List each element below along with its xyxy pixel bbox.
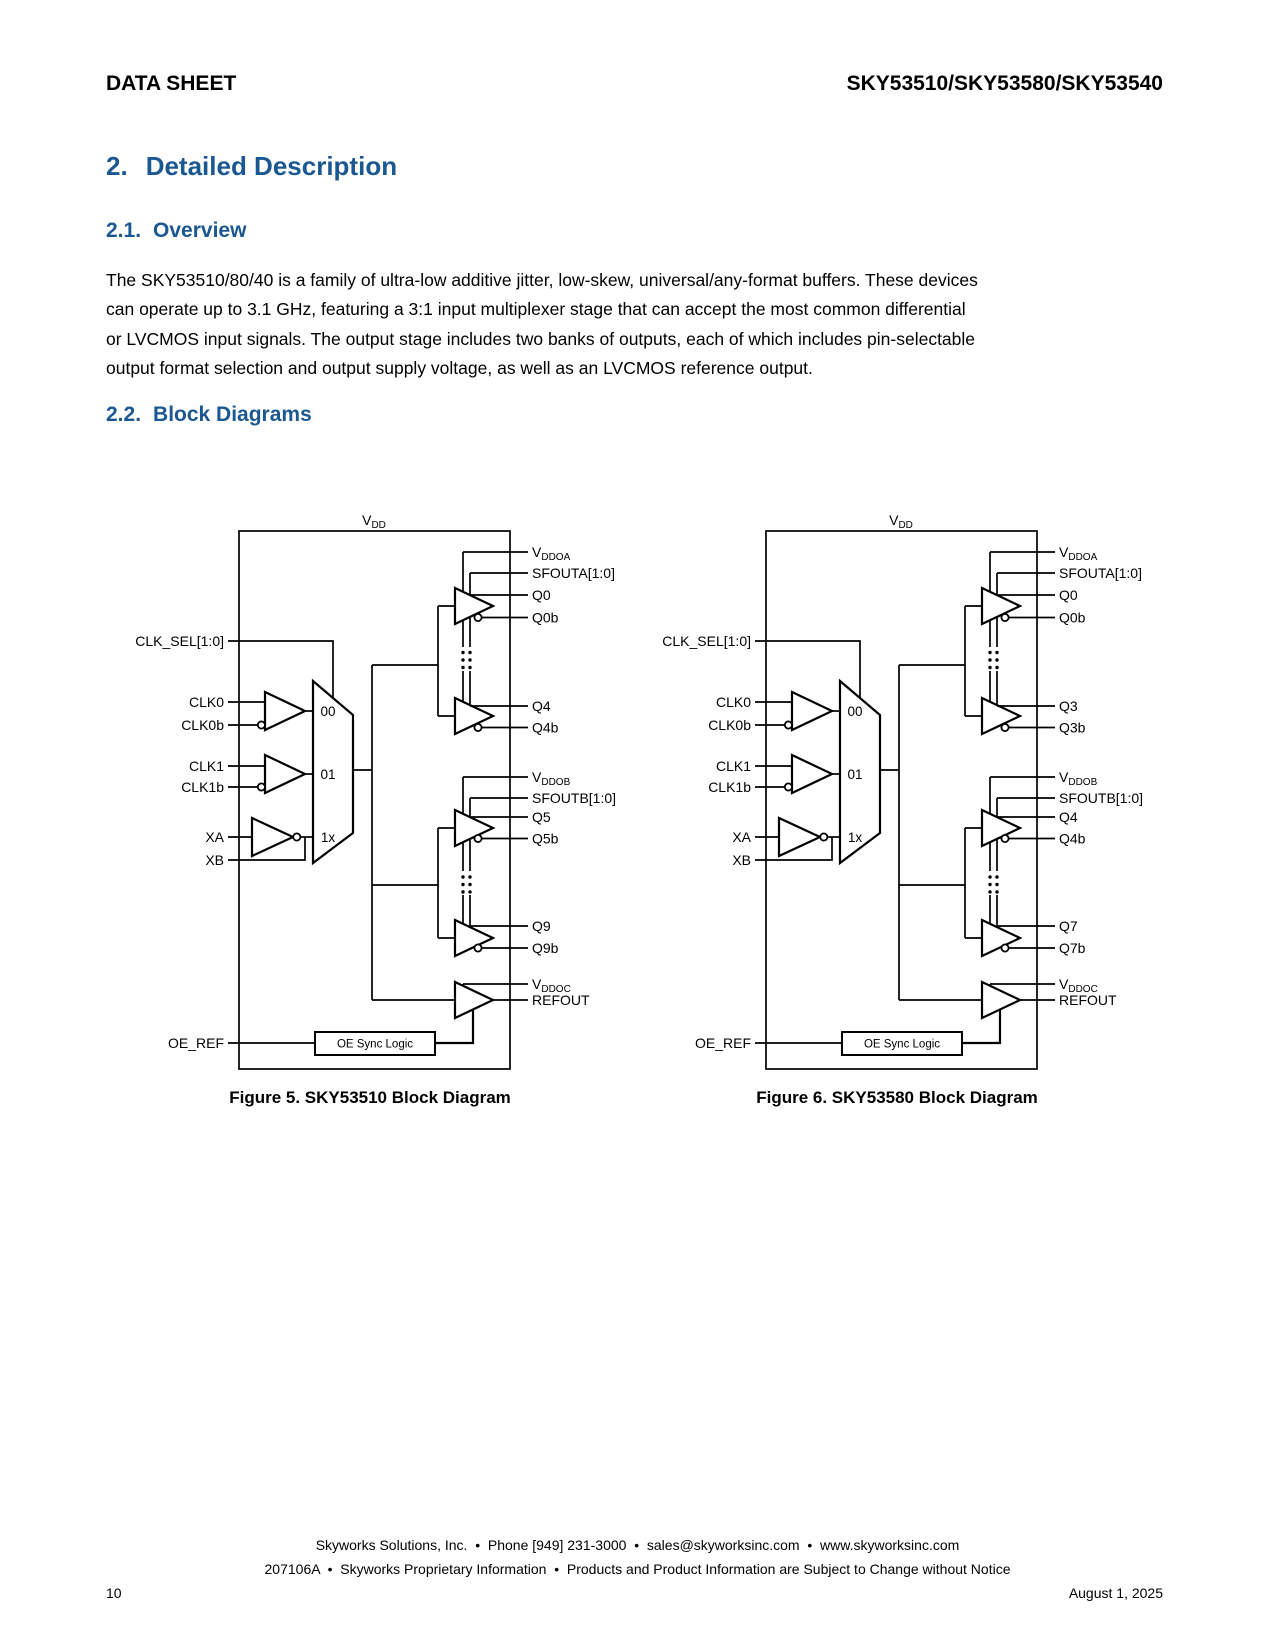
output-bank-a bbox=[982, 544, 1142, 736]
clk1-input-buffer bbox=[265, 755, 305, 793]
footer-contact-line: Skyworks Solutions, Inc. • Phone [949] 231-3000 • sales@skyworksinc.com • www.skyworksinc.com bbox=[315, 1537, 960, 1553]
subsection-title: Overview bbox=[153, 219, 247, 242]
q-b-top-label: Q4 bbox=[1059, 809, 1078, 825]
refout-label: REFOUT bbox=[532, 992, 590, 1008]
mux-sel-00: 00 bbox=[320, 704, 336, 719]
xb-label: XB bbox=[205, 852, 224, 868]
q-a-top-b-bubble bbox=[474, 614, 481, 621]
clk0b-label: CLK0b bbox=[181, 717, 224, 733]
vdd-label: $V_{DD}$ bbox=[889, 512, 913, 531]
subsection-number: 2.2. bbox=[106, 403, 142, 426]
input-section bbox=[135, 633, 336, 868]
mux-sel-00: 00 bbox=[847, 704, 863, 719]
footer-legal-line: 207106A • Skyworks Proprietary Information • Products and Product Information are Subject to Change without Notice bbox=[264, 1561, 1011, 1577]
clk0-input-buffer bbox=[792, 692, 832, 730]
sfouta-label: SFOUTA[1:0] bbox=[1059, 565, 1142, 581]
clk1-label: CLK1 bbox=[188, 758, 224, 774]
mux-sel-01: 01 bbox=[320, 767, 336, 782]
figure-6-caption: Figure 6. SKY53580 Block Diagram bbox=[756, 1088, 1038, 1107]
clk1b-label: CLK1b bbox=[181, 779, 224, 795]
clk1-input-buffer bbox=[792, 755, 832, 793]
clk0-input-buffer bbox=[265, 692, 305, 730]
q-a-bot-b-bubble bbox=[474, 724, 481, 731]
bank-b-stubs bbox=[965, 828, 982, 938]
vddoa-label: $V_{DDOA}$ bbox=[1059, 544, 1098, 563]
section-number: 2. bbox=[106, 151, 128, 181]
bank-b-top-driver bbox=[455, 810, 493, 846]
clk1b-label: CLK1b bbox=[708, 779, 751, 795]
sfoutb-label: SFOUTB[1:0] bbox=[532, 790, 617, 806]
clk0b-invert-bubble bbox=[258, 721, 265, 728]
bank-b-stubs bbox=[438, 828, 455, 938]
refout-section bbox=[168, 976, 590, 1055]
q-b-bot-b-bubble bbox=[474, 944, 481, 951]
mux-sel-01: 01 bbox=[847, 767, 863, 782]
bank-a-rails bbox=[990, 552, 997, 705]
clk0-label: CLK0 bbox=[715, 694, 751, 710]
output-bank-b bbox=[982, 769, 1143, 956]
bank-b-rails bbox=[463, 777, 470, 925]
xa-label: XA bbox=[732, 829, 751, 845]
q-a-bot-b-bubble bbox=[1001, 724, 1008, 731]
clk0-label: CLK0 bbox=[188, 694, 224, 710]
clk0b-label: CLK0b bbox=[708, 717, 751, 733]
q-b-top-b-bubble bbox=[474, 835, 481, 842]
clock-trunk bbox=[880, 606, 982, 1000]
clk1-label: CLK1 bbox=[715, 758, 751, 774]
oe-ref-label: OE_REF bbox=[694, 1035, 751, 1051]
oe-sync-logic-label: OE Sync Logic bbox=[336, 1038, 414, 1051]
mux-sel-1x: 1x bbox=[847, 830, 863, 845]
xtal-invert-bubble bbox=[293, 833, 300, 840]
section-title: Detailed Description bbox=[145, 151, 398, 181]
page-date: August 1, 2025 bbox=[1068, 1585, 1163, 1601]
sfoutb-label: SFOUTB[1:0] bbox=[1059, 790, 1144, 806]
clk-sel-label: CLK_SEL[1:0] bbox=[135, 633, 224, 649]
q-b-bot-b-label: Q7b bbox=[1059, 940, 1086, 956]
header-doc-type: DATA SHEET bbox=[106, 72, 237, 95]
q-a-bot-label: Q3 bbox=[1059, 698, 1078, 714]
vddoc-label: $V_{DDOC}$ bbox=[532, 976, 571, 995]
vdd-label: $V_{DD}$ bbox=[362, 512, 386, 531]
oe-ref-label: OE_REF bbox=[167, 1035, 224, 1051]
q-b-bot-label: Q7 bbox=[1059, 918, 1078, 934]
xtal-inverter bbox=[779, 818, 820, 856]
xtal-invert-bubble bbox=[820, 833, 827, 840]
q-b-top-b-bubble bbox=[1001, 835, 1008, 842]
refout-label: REFOUT bbox=[1059, 992, 1117, 1008]
clk1b-invert-bubble bbox=[258, 783, 265, 790]
input-section bbox=[662, 633, 863, 868]
page-header bbox=[106, 72, 1163, 96]
clk1b-invert-bubble bbox=[785, 783, 792, 790]
block-diagram-figure-5 bbox=[110, 500, 630, 1080]
oe-sync-logic-label: OE Sync Logic bbox=[863, 1038, 941, 1051]
subsection-number: 2.1. bbox=[106, 219, 142, 242]
vddoc-label: $V_{DDOC}$ bbox=[1059, 976, 1098, 995]
q-a-top-label: Q0 bbox=[1059, 587, 1078, 603]
paragraph-line: or LVCMOS input signals. The output stage includes two banks of outputs, each of which includes pin-selectable bbox=[106, 328, 976, 349]
q-b-top-b-label: Q4b bbox=[1059, 830, 1086, 847]
bank-b-rails bbox=[990, 777, 997, 925]
page-number: 10 bbox=[106, 1585, 122, 1601]
block-diagram-figure-6 bbox=[637, 500, 1157, 1080]
subsection-heading-block-diagrams bbox=[106, 403, 312, 427]
subsection-title: Block Diagrams bbox=[153, 403, 312, 426]
vddob-label: $V_{DDOB}$ bbox=[532, 769, 571, 788]
q-b-top-b-label: Q5b bbox=[532, 830, 559, 847]
q-a-top-b-bubble bbox=[1001, 614, 1008, 621]
xtal-inverter bbox=[252, 818, 293, 856]
q-b-bot-b-bubble bbox=[1001, 944, 1008, 951]
q-a-bot-b-label: Q3b bbox=[1059, 719, 1086, 736]
vddob-label: $V_{DDOB}$ bbox=[1059, 769, 1098, 788]
bank-a-stubs bbox=[438, 606, 455, 716]
figure-5-caption: Figure 5. SKY53510 Block Diagram bbox=[229, 1088, 511, 1107]
input-mux bbox=[840, 681, 880, 863]
clk0b-invert-bubble bbox=[785, 721, 792, 728]
clock-trunk bbox=[353, 606, 455, 1000]
bank-a-stubs bbox=[965, 606, 982, 716]
output-bank-a bbox=[455, 544, 615, 736]
q-a-top-label: Q0 bbox=[532, 587, 551, 603]
q-a-top-b-label: Q0b bbox=[532, 609, 559, 626]
clk-sel-label: CLK_SEL[1:0] bbox=[662, 633, 751, 649]
q-a-bot-b-label: Q4b bbox=[532, 719, 559, 736]
paragraph-line: can operate up to 3.1 GHz, featuring a 3:1 input multiplexer stage that can accept the most common differential bbox=[106, 299, 966, 320]
q-b-bot-label: Q9 bbox=[532, 918, 551, 934]
refout-section bbox=[695, 976, 1117, 1055]
q-b-top-label: Q5 bbox=[532, 809, 551, 825]
q-b-bot-b-label: Q9b bbox=[532, 940, 559, 956]
bank-b-top-driver bbox=[982, 810, 1020, 846]
overview-paragraph bbox=[106, 266, 1171, 384]
header-part-numbers: SKY53510/SKY53580/SKY53540 bbox=[846, 72, 1163, 95]
xa-label: XA bbox=[205, 829, 224, 845]
sfouta-label: SFOUTA[1:0] bbox=[532, 565, 615, 581]
mux-sel-1x: 1x bbox=[320, 830, 336, 845]
bank-a-rails bbox=[463, 552, 470, 705]
output-bank-b bbox=[455, 769, 616, 956]
vddoa-label: $V_{DDOA}$ bbox=[532, 544, 571, 563]
q-a-top-b-label: Q0b bbox=[1059, 609, 1086, 626]
xb-label: XB bbox=[732, 852, 751, 868]
subsection-heading-overview bbox=[106, 219, 246, 243]
paragraph-line: The SKY53510/80/40 is a family of ultra-low additive jitter, low-skew, universal/any-format buffers. These devices bbox=[106, 270, 978, 290]
input-mux bbox=[313, 681, 353, 863]
q-a-bot-label: Q4 bbox=[532, 698, 551, 714]
section-heading bbox=[106, 151, 397, 182]
paragraph-line: output format selection and output supply voltage, as well as an LVCMOS reference output. bbox=[106, 358, 813, 379]
